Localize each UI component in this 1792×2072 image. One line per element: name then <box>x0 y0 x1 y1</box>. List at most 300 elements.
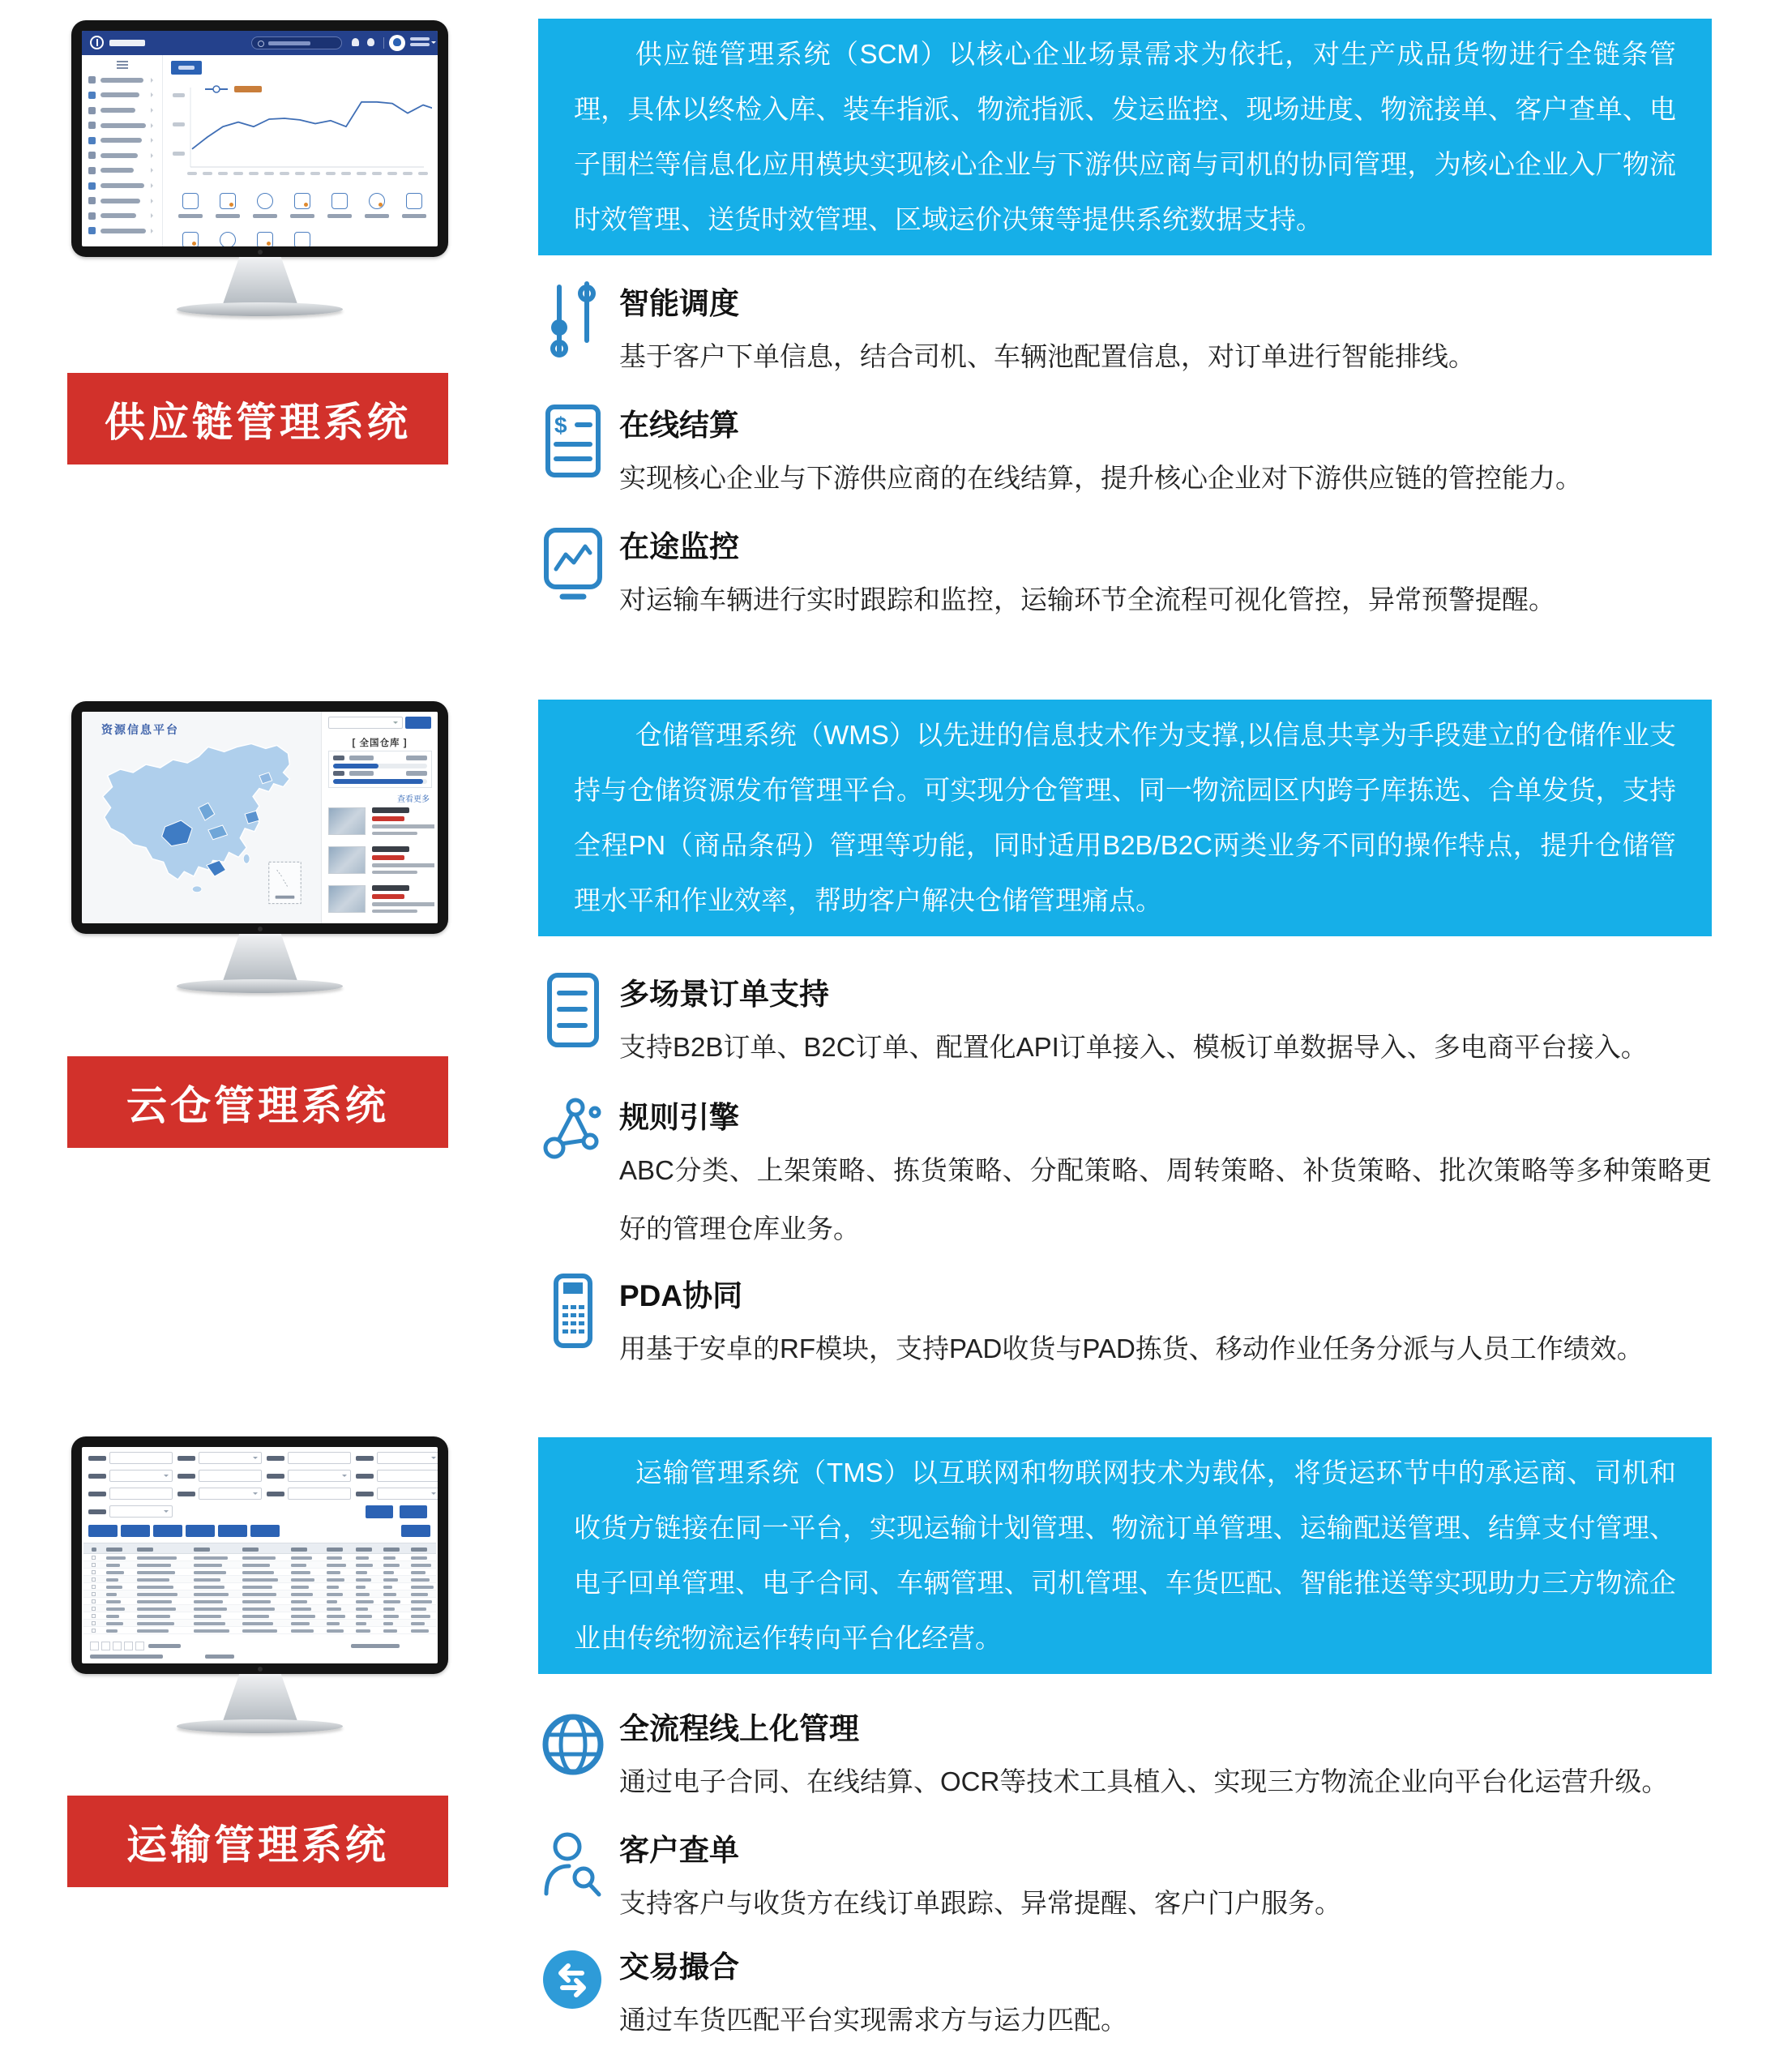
scm-dashboard-screenshot <box>82 31 438 246</box>
cell-text-bar <box>411 1571 426 1574</box>
warehouse-card <box>328 882 434 921</box>
module-icon-grid <box>166 193 435 246</box>
cell-text-bar <box>291 1608 311 1611</box>
module-icon <box>257 232 273 246</box>
filter-field <box>267 1488 353 1500</box>
sidebar-item-label-bar <box>101 153 138 158</box>
cell-text-bar <box>411 1586 434 1589</box>
filter-field <box>88 1488 174 1500</box>
caret-down-icon <box>431 41 436 46</box>
cell-text-bar <box>327 1571 340 1574</box>
table-row <box>83 1605 436 1612</box>
monitor-bezel <box>71 1436 448 1674</box>
cell-text-bar <box>383 1556 396 1560</box>
warehouse-search-button <box>405 717 431 729</box>
cell-text-bar <box>383 1629 397 1633</box>
header-cell-bar <box>106 1548 122 1552</box>
chevron-right-icon <box>151 92 156 97</box>
chevron-right-icon <box>151 199 156 203</box>
hamburger-icon <box>117 61 128 69</box>
chevron-right-icon <box>151 78 156 83</box>
cell-text-bar <box>194 1571 226 1574</box>
panel-header: [ 全国仓库 ] <box>352 738 408 748</box>
cell-text-bar <box>291 1586 309 1589</box>
module-icon <box>220 232 236 246</box>
dashboard-main <box>163 55 438 246</box>
monitor-scm <box>71 20 448 257</box>
sidebar-item-placeholder <box>88 193 156 208</box>
billing-doc-icon <box>538 402 608 480</box>
user-avatar <box>389 35 405 51</box>
app-logo-text <box>109 40 145 46</box>
sidebar-item-label-bar <box>101 138 142 143</box>
header-cell-bar <box>411 1548 427 1552</box>
cell-text-bar <box>383 1615 399 1618</box>
cell-text-bar <box>242 1571 274 1574</box>
filter-input <box>288 1452 351 1464</box>
module-icon <box>369 193 385 209</box>
orders-table <box>83 1543 436 1640</box>
toolbar-button-right <box>401 1525 430 1537</box>
monitor-stand-base <box>177 1719 343 1733</box>
filter-field <box>356 1470 438 1483</box>
sidebar-item-placeholder <box>88 118 156 133</box>
filter-label-bar <box>88 1474 106 1479</box>
sidebar-item-label-bar <box>101 123 146 128</box>
cell-text-bar <box>356 1571 367 1574</box>
warehouse-desc-bar <box>372 824 434 828</box>
cell-text-bar <box>194 1593 229 1596</box>
banner-tms: 运输管理系统 <box>67 1796 448 1887</box>
table-row <box>83 1576 436 1583</box>
cell-text-bar <box>356 1600 374 1603</box>
cell-text-bar <box>291 1578 314 1582</box>
globe-icon <box>538 1706 608 1783</box>
warehouse-name-bar <box>372 885 409 891</box>
pda-icon <box>538 1273 608 1351</box>
warehouse-photo-thumb <box>328 807 366 835</box>
cell-text-bar <box>327 1578 344 1582</box>
bell-icon <box>352 38 359 46</box>
filter-label-bar <box>356 1474 374 1479</box>
cell-text-bar <box>242 1629 277 1633</box>
row-checkbox <box>92 1570 96 1574</box>
pager-box <box>90 1642 99 1650</box>
svg-text:$: $ <box>554 413 567 438</box>
chevron-right-icon <box>151 138 156 143</box>
filter-field <box>267 1452 353 1465</box>
header-cell-bar <box>291 1548 307 1552</box>
cell-text-bar <box>356 1564 373 1567</box>
user-name-placeholder <box>410 37 430 49</box>
module-cell <box>288 232 317 246</box>
header-cell-bar <box>327 1548 343 1552</box>
wms-map-screenshot <box>82 712 438 923</box>
module-cell <box>250 232 280 246</box>
cell-text-bar <box>106 1578 118 1582</box>
filter-label-bar <box>356 1492 374 1496</box>
row-checkbox <box>92 1629 96 1633</box>
cell-text-bar <box>242 1615 269 1618</box>
module-label-bar <box>178 214 203 218</box>
sidebar-item-label-bar <box>101 213 136 218</box>
cell-text-bar <box>356 1556 369 1560</box>
module-cell <box>400 193 429 225</box>
footer-info-bar <box>148 1644 181 1648</box>
sidebar-item-placeholder <box>88 88 156 103</box>
filter-label-bar <box>88 1456 106 1461</box>
cell-text-bar <box>106 1564 120 1567</box>
pager-box <box>124 1642 133 1650</box>
cell-text-bar <box>411 1564 431 1567</box>
cell-text-bar <box>194 1615 221 1618</box>
filter-field <box>177 1452 263 1465</box>
cell-text-bar <box>137 1615 170 1618</box>
cell-text-bar <box>411 1622 425 1625</box>
filter-input <box>288 1470 351 1482</box>
module-icon <box>294 193 310 209</box>
cell-text-bar <box>327 1608 341 1611</box>
dashboard-tab-chip <box>171 61 202 75</box>
order-list-icon <box>538 971 608 1049</box>
reset-button <box>366 1505 393 1518</box>
monitor-stand-neck <box>223 1674 297 1721</box>
banner-wms: 云仓管理系统 <box>67 1056 448 1148</box>
filter-input <box>199 1470 262 1482</box>
warehouse-photo-thumb <box>328 885 366 913</box>
cell-text-bar <box>411 1600 432 1603</box>
view-more-link: 查看更多 <box>397 795 430 804</box>
row-checkbox <box>92 1621 96 1625</box>
warehouse-search-input <box>328 717 403 729</box>
sidebar-item-placeholder <box>88 103 156 118</box>
chevron-right-icon <box>151 153 156 158</box>
warehouse-card-list <box>328 804 434 923</box>
cell-text-bar <box>106 1615 119 1618</box>
sidebar-item-icon <box>88 152 96 159</box>
header-cell-bar <box>194 1548 210 1552</box>
warehouse-card <box>328 804 434 843</box>
accent-dot <box>304 203 308 207</box>
cell-text-bar <box>327 1564 346 1567</box>
cell-text-bar <box>242 1564 270 1567</box>
toolbar-button <box>121 1525 150 1537</box>
cell-text-bar <box>356 1622 366 1625</box>
toolbar-button <box>218 1525 247 1537</box>
query-button <box>400 1505 427 1518</box>
tms-table-screenshot <box>82 1447 438 1663</box>
sliders-icon <box>538 280 608 358</box>
module-cell <box>213 232 242 246</box>
select-caret-icon <box>342 1475 347 1479</box>
module-label-bar <box>365 214 389 218</box>
cell-text-bar <box>327 1629 344 1633</box>
filter-label-bar <box>177 1474 195 1479</box>
module-label-bar <box>253 214 277 218</box>
table-row <box>83 1590 436 1598</box>
filter-field <box>88 1505 174 1518</box>
cell-text-bar <box>106 1629 118 1633</box>
select-caret-icon <box>164 1475 169 1479</box>
header-cell-bar <box>92 1548 96 1552</box>
toolbar-button <box>250 1525 280 1537</box>
dashboard-sidebar <box>82 55 163 246</box>
filter-field <box>356 1452 438 1465</box>
row-checkbox <box>92 1556 96 1560</box>
filter-label-bar <box>88 1492 106 1496</box>
module-icon <box>182 193 199 209</box>
pager-box <box>135 1642 144 1650</box>
sidebar-item-icon <box>88 107 96 114</box>
sidebar-item-label-bar <box>101 229 146 233</box>
filter-input <box>109 1452 173 1464</box>
sidebar-item-placeholder <box>88 163 156 178</box>
cell-text-bar <box>137 1608 176 1611</box>
cell-text-bar <box>327 1622 340 1625</box>
warehouse-desc-bar <box>372 871 417 875</box>
table-pagination <box>83 1642 436 1663</box>
cell-text-bar <box>327 1593 343 1596</box>
sidebar-item-placeholder <box>88 133 156 148</box>
filter-input <box>109 1488 173 1500</box>
module-cell <box>325 193 354 225</box>
cell-text-bar <box>291 1593 313 1596</box>
section-wms: 资源信息平台 [ 全国仓库 ] 查看更多 云仓管理系统 仓储管理系统（WMS）以先进的信息技术作为支撑,以信息共享为手段建立的仓储作业支持与仓储资源发布管理平台。可实现分仓管理、同一物流园区内跨子库拣选、合单发货，支持全程PN（商品条码）管理等功能，同时适用B2B/B2C两类业务不同的操作特点，提升仓储管理水平和作业效率，帮助客户解决仓储管理痛点。 多场景订单支持 支持B2B订单、B2C订单、配置化API订单接入、模板订单数据导入、多电商平台接入。 规则引擎 ABC分类、上架策略、拣货策略、分配策略、周转策略、补货策略、批次策略等多种策略更好的管理仓库业务。 PDA协同 用基于安卓的RF模块，支持PAD收货与PAD拣货、移动作业任务分派与人员工作绩效。 <box>0 681 1792 1419</box>
sidebar-item-label-bar <box>101 92 139 97</box>
china-map <box>88 739 312 911</box>
filter-input <box>377 1452 438 1464</box>
sidebar-item-label-bar <box>101 168 134 173</box>
sidebar-item-placeholder <box>88 208 156 224</box>
module-cell <box>362 193 391 225</box>
module-cell <box>213 193 242 225</box>
cell-text-bar <box>383 1593 396 1596</box>
warehouse-stats-card <box>328 751 432 788</box>
accent-dot <box>267 242 271 246</box>
cell-text-bar <box>291 1600 307 1603</box>
sidebar-item-placeholder <box>88 178 156 194</box>
chevron-right-icon <box>151 183 156 188</box>
cell-text-bar <box>411 1608 426 1611</box>
summary-bar <box>90 1655 163 1659</box>
sidebar-item-placeholder <box>88 224 156 239</box>
row-checkbox <box>92 1592 96 1596</box>
filter-field <box>177 1488 263 1500</box>
dashboard-search-pill <box>251 36 342 49</box>
filter-input <box>377 1470 438 1482</box>
cell-text-bar <box>194 1556 228 1560</box>
module-icon <box>257 193 273 209</box>
cell-text-bar <box>291 1629 314 1633</box>
accent-dot <box>229 203 233 207</box>
cell-text-bar <box>137 1571 175 1574</box>
row-checkbox <box>92 1563 96 1567</box>
module-label-bar <box>216 214 240 218</box>
pager-box <box>101 1642 110 1650</box>
header-cell-bar <box>137 1548 153 1552</box>
cell-text-bar <box>106 1622 123 1625</box>
sidebar-item-icon <box>88 122 96 129</box>
warehouse-status-bar-red <box>372 855 404 860</box>
warehouse-name-bar <box>372 807 409 813</box>
filter-form <box>82 1447 438 1522</box>
cell-text-bar <box>242 1608 275 1611</box>
filter-input <box>199 1488 262 1500</box>
cell-text-bar <box>137 1593 177 1596</box>
cell-text-bar <box>383 1564 400 1567</box>
filter-input <box>109 1470 173 1482</box>
navbar-divider <box>383 37 384 49</box>
table-row <box>83 1561 436 1569</box>
cell-text-bar <box>242 1556 276 1560</box>
cell-text-bar <box>411 1556 427 1560</box>
table-row <box>83 1620 436 1627</box>
cell-text-bar <box>383 1571 394 1574</box>
monitor-chart-icon <box>538 524 608 601</box>
cell-text-bar <box>194 1600 223 1603</box>
sidebar-item-icon <box>88 212 96 220</box>
intro-wms: 仓储管理系统（WMS）以先进的信息技术作为支撑,以信息共享为手段建立的仓储作业支持与仓储资源发布管理平台。可实现分仓管理、同一物流园区内跨子库拣选、合单发货，支持全程PN（商品条码）管理等功能，同时适用B2B/B2C两类业务不同的操作特点，提升仓储管理水平和作业效率，帮助客户解决仓储管理痛点。 <box>538 700 1712 936</box>
monitor-stand-neck <box>223 934 297 981</box>
monitor-stand-base <box>177 302 343 316</box>
warehouse-card <box>328 921 434 923</box>
filter-label-bar <box>267 1456 284 1461</box>
sidebar-item-icon <box>88 137 96 144</box>
row-checkbox <box>92 1585 96 1589</box>
cell-text-bar <box>327 1556 342 1560</box>
cell-text-bar <box>291 1615 315 1618</box>
cell-text-bar <box>242 1593 276 1596</box>
module-cell <box>288 193 317 225</box>
row-checkbox <box>92 1607 96 1611</box>
cell-text-bar <box>327 1615 345 1618</box>
filter-label-bar <box>177 1456 195 1461</box>
cell-text-bar <box>356 1629 370 1633</box>
headset-icon <box>367 38 374 46</box>
chevron-right-icon <box>151 108 156 113</box>
warehouse-card <box>328 843 434 882</box>
monitor-bezel <box>71 20 448 257</box>
header-cell-bar <box>356 1548 372 1552</box>
cell-text-bar <box>194 1608 227 1611</box>
filter-field <box>267 1470 353 1483</box>
chevron-right-icon <box>151 123 156 128</box>
module-cell <box>176 193 205 225</box>
module-label-bar <box>327 214 352 218</box>
warehouse-desc-bar <box>372 832 417 836</box>
section-tms: 运输管理系统 运输管理系统（TMS）以互联网和物联网技术为载体，将货运环节中的承运商、司机和收货方链接在同一平台，实现运输计划管理、物流订单管理、运输配送管理、结算支付管理、电子回单管理、电子合同、车辆管理、司机管理、车货匹配、智能推送等实现助力三方物流企业由传统物流运作转向平台化经营。 全流程线上化管理 通过电子合同、在线结算、OCR等技术工具植入、实现三方物流企业向平台化运营升级。 客户查单 支持客户与收货方在线订单跟踪、异常提醒、客户门户服务。 交易撮合 通过车货匹配平台实现需求方与运力匹配。 <box>0 1419 1792 2072</box>
sidebar-item-placeholder <box>88 148 156 164</box>
warehouse-card-text <box>372 807 434 835</box>
sidebar-item-icon <box>88 167 96 174</box>
filter-label-bar <box>88 1509 106 1514</box>
cell-text-bar <box>137 1556 177 1560</box>
row-checkbox <box>92 1578 96 1582</box>
sidebar-item-label-bar <box>101 78 143 83</box>
cell-text-bar <box>106 1571 124 1574</box>
cell-text-bar <box>356 1608 368 1611</box>
table-row <box>83 1612 436 1620</box>
cell-text-bar <box>194 1586 225 1589</box>
warehouse-name-bar <box>372 846 409 852</box>
filter-field <box>88 1452 174 1465</box>
toolbar-button <box>186 1525 215 1537</box>
chevron-right-icon <box>151 168 156 173</box>
trend-line-chart <box>168 79 432 188</box>
cell-text-bar <box>327 1586 339 1589</box>
dashboard-navbar <box>82 31 438 55</box>
filter-input <box>199 1452 262 1464</box>
sidebar-item-placeholder <box>88 58 156 73</box>
table-row <box>83 1598 436 1605</box>
cell-text-bar <box>291 1622 310 1625</box>
module-icon <box>220 193 236 209</box>
cell-text-bar <box>411 1578 430 1582</box>
warehouse-desc-bar <box>372 910 417 914</box>
accent-dot <box>379 203 383 207</box>
filter-label-bar <box>267 1474 284 1479</box>
china-map-panel <box>82 712 321 923</box>
cell-text-bar <box>356 1578 371 1582</box>
cell-text-bar <box>356 1593 370 1596</box>
sidebar-item-label-bar <box>101 108 135 113</box>
table-row <box>83 1554 436 1561</box>
cell-text-bar <box>411 1593 428 1596</box>
cell-text-bar <box>106 1608 125 1611</box>
module-label-bar <box>402 214 426 218</box>
filter-label-bar <box>177 1492 195 1496</box>
select-caret-icon <box>253 1492 258 1497</box>
select-caret-icon <box>253 1457 258 1462</box>
cell-text-bar <box>137 1629 169 1633</box>
accent-dot <box>192 242 196 246</box>
warehouse-desc-bar <box>372 863 434 867</box>
cell-text-bar <box>383 1608 395 1611</box>
filter-field <box>177 1470 263 1483</box>
table-toolbar <box>82 1525 438 1539</box>
module-cell <box>176 232 205 246</box>
warehouse-list-panel <box>321 712 438 923</box>
cell-text-bar <box>383 1578 398 1582</box>
table-row <box>83 1569 436 1576</box>
cell-text-bar <box>106 1586 122 1589</box>
cell-text-bar <box>106 1593 117 1596</box>
module-icon <box>331 193 348 209</box>
select-caret-icon <box>164 1510 169 1515</box>
cell-text-bar <box>327 1600 337 1603</box>
banner-scm: 供应链管理系统 <box>67 373 448 464</box>
row-checkbox <box>92 1614 96 1618</box>
cell-text-bar <box>356 1615 372 1618</box>
cell-text-bar <box>137 1564 171 1567</box>
table-row <box>83 1627 436 1634</box>
cell-text-bar <box>291 1564 306 1567</box>
cell-text-bar <box>106 1600 121 1603</box>
sidebar-item-icon <box>88 182 96 190</box>
cell-text-bar <box>356 1586 366 1589</box>
cell-text-bar <box>137 1622 174 1625</box>
cell-text-bar <box>383 1586 392 1589</box>
cell-text-bar <box>194 1578 220 1582</box>
cell-text-bar <box>137 1600 172 1603</box>
cell-text-bar <box>383 1600 400 1603</box>
module-icon <box>182 232 199 246</box>
monitor-bezel <box>71 701 448 934</box>
header-cell-bar <box>242 1548 259 1552</box>
filter-input <box>109 1505 173 1518</box>
section-scm: 供应链管理系统 供应链管理系统（SCM）以核心企业场景需求为依托，对生产成品货物进行全链条管理，具体以终检入库、装车指派、物流指派、发运监控、现场进度、物流接单、客户查单、电子围栏等信息化应用模块实现核心企业与下游供应商与司机的协同管理，为核心企业入厂物流时效管理、送货时效管理、区域运价决策等提供系统数据支持。 智能调度 基于客户下单信息，结合司机、车辆池配置信息，对订单进行智能排线。 $ 在线结算 实现核心企业与下游供应商的在线结算，提升核心企业对下游供应链的管控能力。 在途监控 对运输车辆进行实时跟踪和监控，运输环节全流程可视化管控，异常预警提醒。 <box>0 0 1792 681</box>
map-title: 资源信息平台 <box>101 723 179 736</box>
